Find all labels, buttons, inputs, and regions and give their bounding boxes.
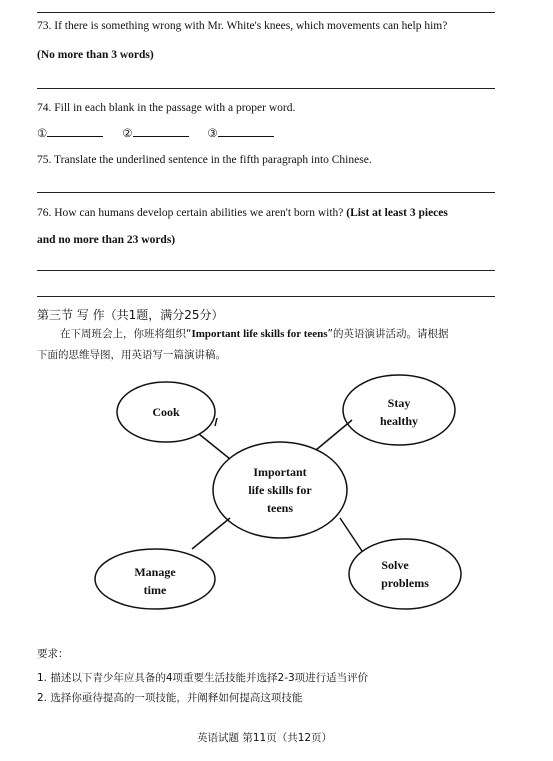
question-76-limit-1: (List at least 3 pieces — [346, 207, 448, 219]
task-intro-topic: Important life skills for teens — [191, 328, 328, 340]
solve-label-2: problems — [381, 576, 429, 590]
solve-label-1: Solve — [381, 558, 409, 572]
node-manage-time — [95, 549, 215, 609]
manage-label-1: Manage — [134, 565, 176, 579]
connector-solve — [340, 518, 362, 551]
question-76-limit-2: and no more than 23 words) — [37, 234, 176, 246]
task-intro-1a: 在下周班会上，你班将组织“ — [60, 328, 192, 340]
stay-label-2: healthy — [379, 414, 419, 428]
question-76-text: 76. How can humans develop certain abilities we aren't born with? — [37, 207, 344, 219]
page-footer: 英语试题 第11页（共12页） — [197, 732, 333, 744]
center-label-1: Important — [253, 465, 307, 479]
center-label-3: teens — [267, 501, 293, 515]
requirement-item-1: 1. 描述以下青少年应具备的4项重要生活技能并选择2-3项进行适当评价 — [37, 672, 369, 684]
connector-cook — [199, 434, 230, 459]
node-stay-healthy — [343, 375, 455, 445]
blank-marker-3: ③ — [207, 128, 218, 140]
question-74: 74. Fill in each blank in the passage with a proper word. — [37, 102, 296, 114]
pen-mark — [215, 418, 217, 426]
task-intro-line-2: 下面的思维导图，用英语写一篇演讲稿。 — [37, 349, 226, 361]
requirement-item-2: 2. 选择你亟待提高的一项技能，并阐释如何提高这项技能 — [37, 692, 303, 704]
task-intro-1c: ”的英语演讲活动。请根据 — [327, 328, 449, 340]
center-label-2: life skills for — [248, 483, 312, 497]
manage-label-2: time — [143, 583, 167, 597]
requirements-heading: 要求： — [37, 648, 69, 660]
blank-marker-1: ① — [37, 128, 48, 140]
connector-stay — [316, 420, 352, 450]
question-73: 73. If there is something wrong with Mr. White's knees, which movements can help him? — [37, 20, 448, 32]
section-title: 第三节 写 作（共1题，满分25分） — [37, 308, 224, 322]
connector-manage — [192, 518, 230, 549]
node-solve-problems — [349, 539, 461, 609]
blank-marker-2: ② — [122, 128, 133, 140]
question-73-word-limit: (No more than 3 words) — [37, 49, 154, 61]
question-75: 75. Translate the underlined sentence in the fifth paragraph into Chinese. — [37, 154, 372, 166]
cook-label: Cook — [152, 405, 180, 419]
stay-label-1: Stay — [387, 396, 411, 410]
